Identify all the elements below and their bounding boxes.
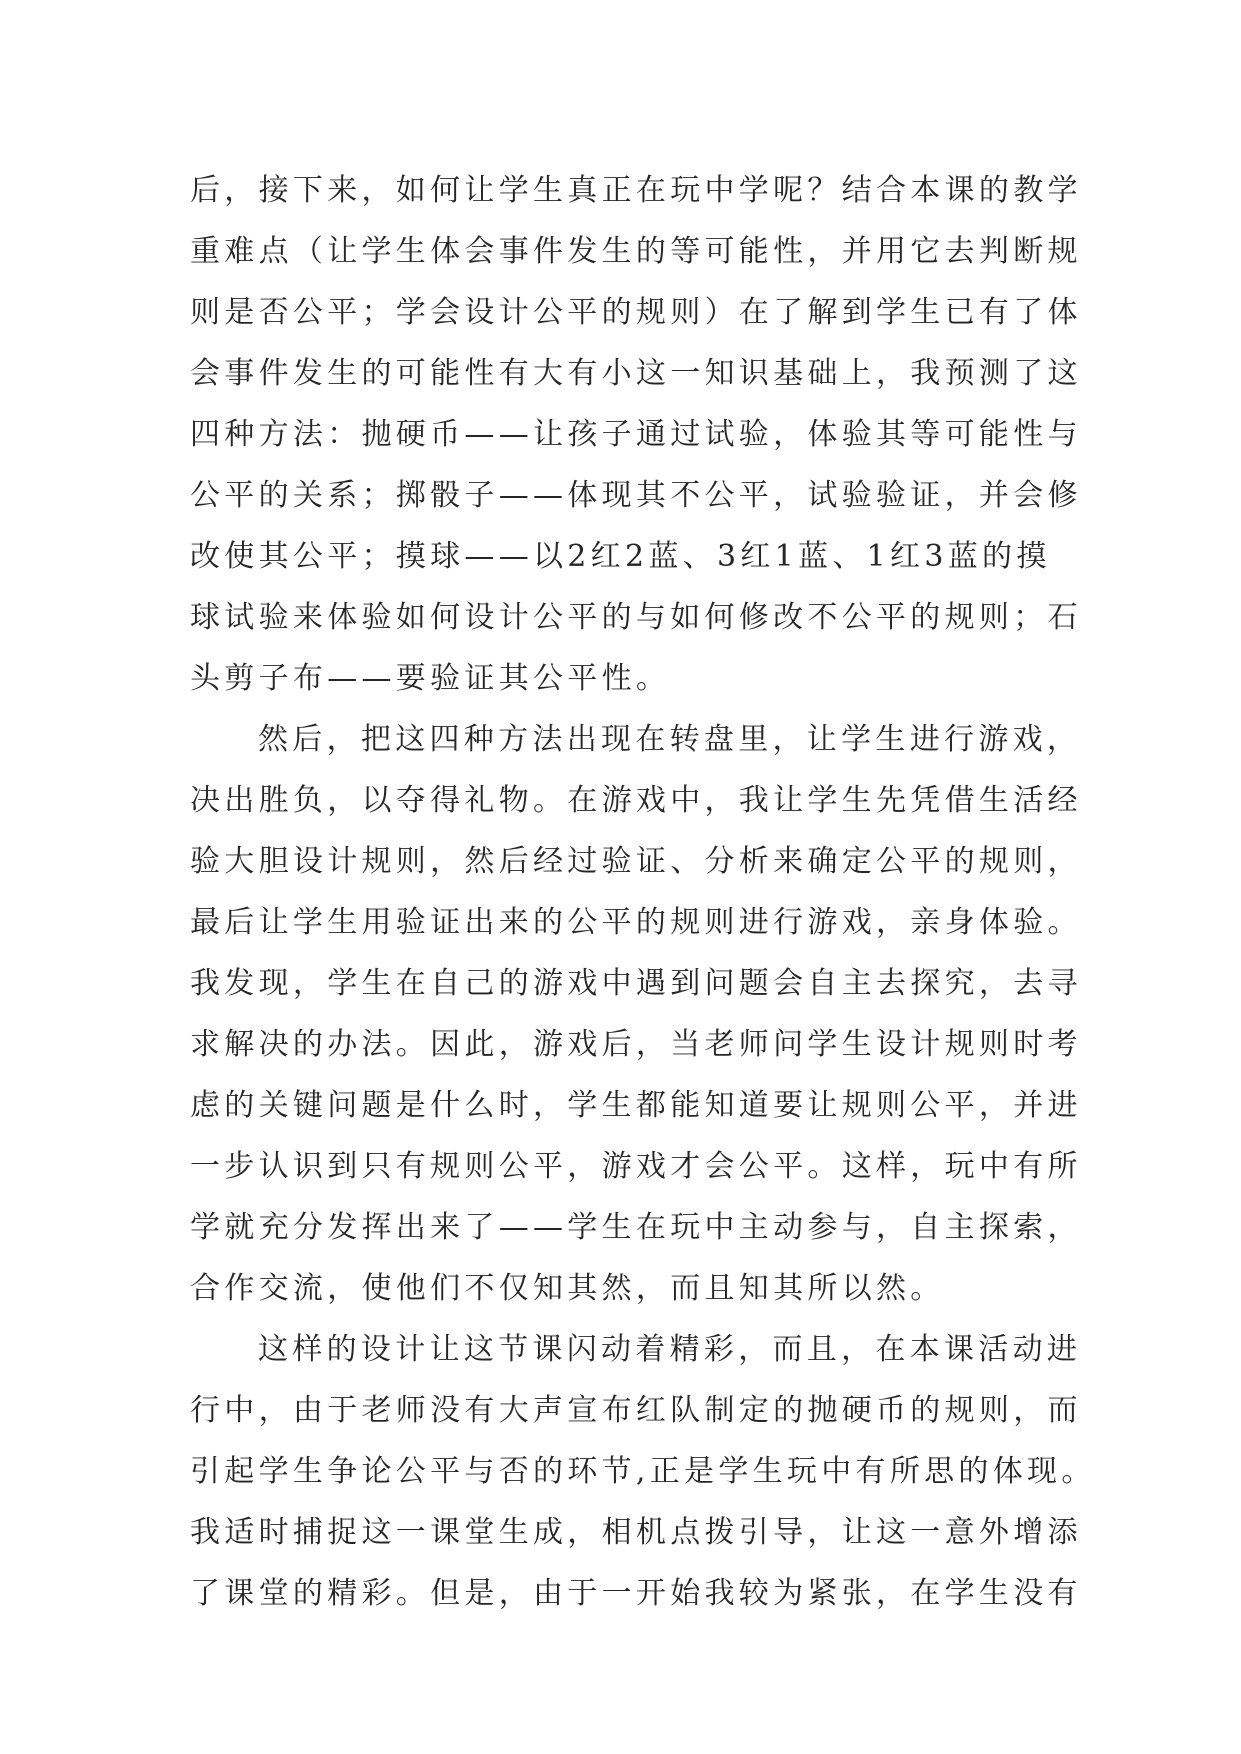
text-line-23: 我适时捕捉这一课堂生成，相机点拨引导，让这一意外增添 [190, 1515, 1082, 1550]
text-line-16: 虑的关键问题是什么时，学生都能知道要让规则公平，并进 [190, 1088, 1082, 1123]
text-line-3: 则是否公平；学会设计公平的规则）在了解到学生已有了体 [190, 295, 1082, 330]
text-line-11: 决出胜负，以夺得礼物。在游戏中，我让学生先凭借生活经 [190, 783, 1082, 818]
text-line-17: 一步认识到只有规则公平，游戏才会公平。这样，玩中有所 [190, 1149, 1082, 1184]
text-line-8: 球试验来体验如何设计公平的与如何修改不公平的规则；石 [190, 600, 1082, 635]
text-line-24: 了课堂的精彩。但是，由于一开始我较为紧张，在学生没有 [190, 1576, 1082, 1611]
text-line-15: 求解决的办法。因此，游戏后，当老师问学生设计规则时考 [190, 1027, 1082, 1062]
text-line-18: 学就充分发挥出来了——学生在玩中主动参与，自主探索， [190, 1210, 1082, 1245]
text-line-2: 重难点（让学生体会事件发生的等可能性，并用它去判断规 [190, 234, 1082, 269]
text-line-1: 后，接下来，如何让学生真正在玩中学呢？结合本课的教学 [190, 173, 1082, 208]
text-line-9: 头剪子布——要验证其公平性。 [190, 661, 671, 696]
text-line-7: 改使其公平；摸球——以2红2蓝、3红1蓝、1红3蓝的摸 [190, 539, 1051, 574]
text-line-19: 合作交流，使他们不仅知其然，而且知其所以然。 [190, 1271, 945, 1306]
text-line-4: 会事件发生的可能性有大有小这一知识基础上，我预测了这 [190, 356, 1082, 391]
text-line-12: 验大胆设计规则，然后经过验证、分析来确定公平的规则， [190, 844, 1082, 879]
text-line-6: 公平的关系；掷骰子——体现其不公平，试验验证，并会修 [190, 478, 1082, 513]
text-line-22: 引起学生争论公平与否的环节,正是学生玩中有所思的体现。 [190, 1454, 1096, 1489]
text-line-5: 四种方法：抛硬币——让孩子通过试验，体验其等可能性与 [190, 417, 1082, 452]
text-line-20: 这样的设计让这节课闪动着精彩，而且，在本课活动进 [258, 1332, 1082, 1367]
text-line-13: 最后让学生用验证出来的公平的规则进行游戏，亲身体验。 [190, 905, 1082, 940]
text-line-10: 然后，把这四种方法出现在转盘里，让学生进行游戏， [258, 722, 1082, 757]
body-text [190, 160, 1096, 1624]
text-line-21: 行中，由于老师没有大声宣布红队制定的抛硬币的规则，而 [190, 1393, 1082, 1428]
text-line-14: 我发现，学生在自己的游戏中遇到问题会自主去探究，去寻 [190, 966, 1082, 1001]
